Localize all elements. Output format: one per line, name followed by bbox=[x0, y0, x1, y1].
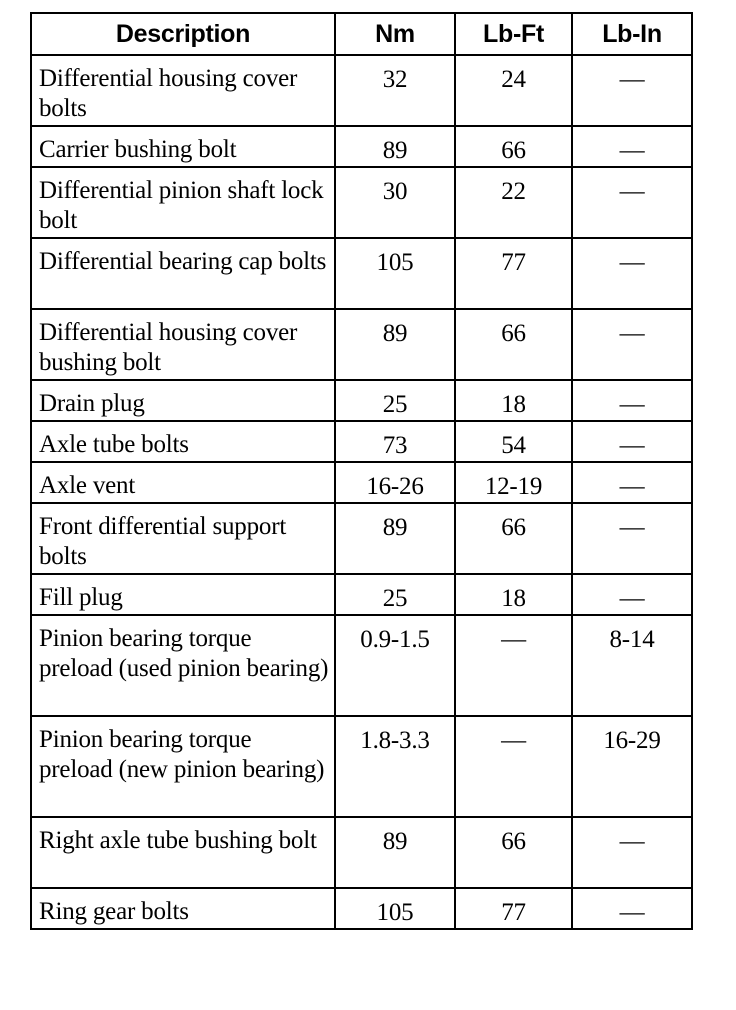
cell-description: Drain plug bbox=[31, 380, 335, 421]
cell-lb-ft: 54 bbox=[455, 421, 572, 462]
cell-lb-ft: 22 bbox=[455, 167, 572, 238]
cell-nm: 30 bbox=[335, 167, 455, 238]
cell-nm: 105 bbox=[335, 238, 455, 309]
header-row bbox=[31, 13, 692, 55]
cell-lb-ft: 77 bbox=[455, 238, 572, 309]
cell-lb-ft: — bbox=[455, 716, 572, 817]
cell-nm: 32 bbox=[335, 55, 455, 126]
cell-nm: 89 bbox=[335, 817, 455, 888]
cell-lb-ft: — bbox=[455, 615, 572, 716]
torque-spec-table bbox=[30, 12, 693, 930]
table-row bbox=[31, 238, 692, 309]
cell-description: Differential pinion shaft lock bolt bbox=[31, 167, 335, 238]
cell-description: Fill plug bbox=[31, 574, 335, 615]
cell-description: Differential housing cover bolts bbox=[31, 55, 335, 126]
table-row bbox=[31, 574, 692, 615]
cell-description: Differential housing cover bushing bolt bbox=[31, 309, 335, 380]
cell-lb-in: — bbox=[572, 380, 692, 421]
table-row bbox=[31, 55, 692, 126]
cell-lb-ft: 66 bbox=[455, 126, 572, 167]
table-row bbox=[31, 503, 692, 574]
cell-lb-ft: 66 bbox=[455, 817, 572, 888]
header-nm: Nm bbox=[335, 13, 455, 55]
header-lb-ft: Lb-Ft bbox=[455, 13, 572, 55]
cell-nm: 89 bbox=[335, 126, 455, 167]
table-row bbox=[31, 167, 692, 238]
cell-nm: 89 bbox=[335, 503, 455, 574]
cell-nm: 89 bbox=[335, 309, 455, 380]
cell-lb-in: — bbox=[572, 817, 692, 888]
cell-description: Pinion bearing torque preload (used pinion bearing) bbox=[31, 615, 335, 716]
cell-lb-in: — bbox=[572, 55, 692, 126]
table-row bbox=[31, 126, 692, 167]
cell-lb-in: — bbox=[572, 421, 692, 462]
cell-lb-in: — bbox=[572, 309, 692, 380]
table-row bbox=[31, 716, 692, 817]
table-row bbox=[31, 462, 692, 503]
header-description: Description bbox=[31, 13, 335, 55]
cell-lb-in: — bbox=[572, 167, 692, 238]
cell-description: Axle vent bbox=[31, 462, 335, 503]
cell-lb-ft: 66 bbox=[455, 503, 572, 574]
cell-lb-in: — bbox=[572, 503, 692, 574]
cell-lb-in: 16-29 bbox=[572, 716, 692, 817]
cell-lb-in: — bbox=[572, 238, 692, 309]
cell-description: Carrier bushing bolt bbox=[31, 126, 335, 167]
cell-description: Pinion bearing torque preload (new pinion bearing) bbox=[31, 716, 335, 817]
cell-description: Ring gear bolts bbox=[31, 888, 335, 929]
cell-lb-in: — bbox=[572, 462, 692, 503]
cell-lb-ft: 24 bbox=[455, 55, 572, 126]
cell-nm: 105 bbox=[335, 888, 455, 929]
table-row bbox=[31, 817, 692, 888]
cell-description: Axle tube bolts bbox=[31, 421, 335, 462]
cell-lb-in: — bbox=[572, 888, 692, 929]
cell-lb-ft: 12-19 bbox=[455, 462, 572, 503]
table-row bbox=[31, 380, 692, 421]
cell-lb-ft: 18 bbox=[455, 574, 572, 615]
cell-lb-in: 8-14 bbox=[572, 615, 692, 716]
cell-nm: 1.8-3.3 bbox=[335, 716, 455, 817]
table-row bbox=[31, 888, 692, 929]
cell-lb-in: — bbox=[572, 574, 692, 615]
cell-lb-ft: 18 bbox=[455, 380, 572, 421]
table-row bbox=[31, 615, 692, 716]
table-row bbox=[31, 421, 692, 462]
table-row bbox=[31, 309, 692, 380]
cell-lb-in: — bbox=[572, 126, 692, 167]
cell-nm: 25 bbox=[335, 574, 455, 615]
cell-nm: 25 bbox=[335, 380, 455, 421]
cell-lb-ft: 77 bbox=[455, 888, 572, 929]
cell-description: Front differential support bolts bbox=[31, 503, 335, 574]
cell-nm: 73 bbox=[335, 421, 455, 462]
cell-description: Right axle tube bushing bolt bbox=[31, 817, 335, 888]
cell-nm: 0.9-1.5 bbox=[335, 615, 455, 716]
header-lb-in: Lb-In bbox=[572, 13, 692, 55]
cell-lb-ft: 66 bbox=[455, 309, 572, 380]
cell-description: Differential bearing cap bolts bbox=[31, 238, 335, 309]
cell-nm: 16-26 bbox=[335, 462, 455, 503]
